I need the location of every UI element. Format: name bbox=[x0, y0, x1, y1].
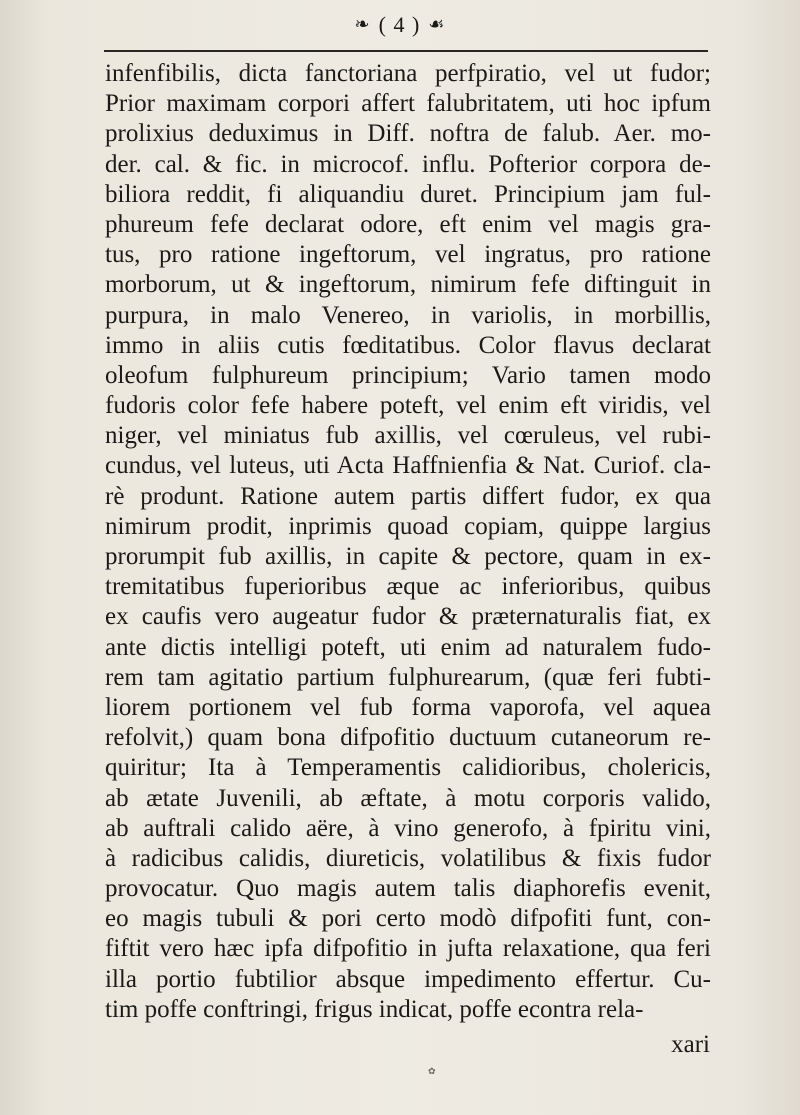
text-line: ante dictis intelligi poteft, uti enim ad naturalem fudo- bbox=[105, 633, 711, 661]
text-line: oleofum fulphureum principium; Vario tamen modo bbox=[105, 361, 711, 389]
right-ornament-icon: ☙ bbox=[428, 14, 446, 34]
left-ornament-icon: ❧ bbox=[354, 14, 371, 34]
text-line: rem tam agitatio partium fulphurearum, (quæ feri fubti- bbox=[105, 663, 711, 691]
text-line: refolvit,) quam bona difpofitio ductuum cutaneorum re- bbox=[105, 724, 711, 752]
text-line: cundus, vel luteus, uti Acta Haffnienfia & Nat. Curiof. cla- bbox=[105, 452, 711, 480]
text-line: infenfibilis, dicta fanctoriana perfpiratio, vel ut fudor; bbox=[105, 60, 711, 87]
text-line: fiftit vero hæc ipfa difpofitio in jufta relaxatione, qua feri bbox=[105, 935, 711, 963]
text-line: Prior maximam corpori affert falubritatem, uti hoc ipfum bbox=[105, 90, 711, 118]
text-line: provocatur. Quo magis autem talis diaphorefis evenit, bbox=[105, 875, 711, 903]
text-line: prolixius deduximus in Diff. noftra de falub. Aer. mo- bbox=[105, 120, 711, 148]
text-line: eo magis tubuli & pori certo modò difpofiti funt, con- bbox=[105, 905, 711, 933]
text-line: immo in aliis cutis fœditatibus. Color flavus declarat bbox=[105, 331, 711, 359]
text-line: rè produnt. Ratione autem partis differt fudor, ex qua bbox=[105, 482, 711, 510]
header-rule bbox=[104, 50, 708, 52]
text-line: liorem portionem vel fub forma vaporofa, vel aquea bbox=[105, 693, 711, 721]
text-line: quiritur; Ita à Temperamentis calidioribus, cholericis, bbox=[105, 754, 711, 782]
text-line: ab ætate Juvenili, ab æftate, à motu corporis valido, bbox=[105, 784, 711, 812]
text-line: tim poffe conftringi, frigus indicat, poffe econtra rela- bbox=[105, 995, 644, 1023]
text-line: niger, vel miniatus fub axillis, vel cœruleus, vel rubi- bbox=[105, 422, 711, 450]
catchword: xari bbox=[671, 1031, 710, 1058]
text-line: purpura, in malo Venereo, in variolis, in morbillis, bbox=[105, 301, 711, 329]
body-text bbox=[105, 59, 711, 1025]
text-line: ex caufis vero augeatur fudor & præternaturalis fiat, ex bbox=[105, 603, 711, 631]
text-line: illa portio fubtilior absque impedimento effertur. Cu- bbox=[105, 965, 711, 993]
text-line: tremitatibus fuperioribus æque ac inferioribus, quibus bbox=[105, 573, 711, 601]
text-line: ab auftrali calido aëre, à vino generofo, à fpiritu vini, bbox=[105, 814, 711, 842]
text-line: der. cal. & fic. in microcof. influ. Pofterior corpora de- bbox=[105, 150, 711, 178]
printer-mark-icon: ✿ bbox=[428, 1066, 436, 1076]
text-line: prorumpit fub axillis, in capite & pectore, quam in ex- bbox=[105, 543, 711, 570]
text-line: tus, pro ratione ingeftorum, vel ingratus, pro ratione bbox=[105, 241, 711, 269]
running-header bbox=[0, 8, 800, 41]
text-line: nimirum prodit, inprimis quoad copiam, quippe largius bbox=[105, 512, 711, 540]
text-line: phureum fefe declarat odore, eft enim vel magis gra- bbox=[105, 210, 711, 238]
text-line: morborum, ut & ingeftorum, nimirum fefe diftinguit in bbox=[105, 271, 711, 299]
page-number: ( 4 ) bbox=[378, 12, 421, 37]
text-line: fudoris color fefe habere poteft, vel enim eft viridis, vel bbox=[105, 392, 711, 420]
text-line: biliora reddit, fi aliquandiu duret. Principium jam ful- bbox=[105, 180, 711, 208]
text-line: à radicibus calidis, diureticis, volatilibus & fixis fudor bbox=[105, 844, 711, 872]
